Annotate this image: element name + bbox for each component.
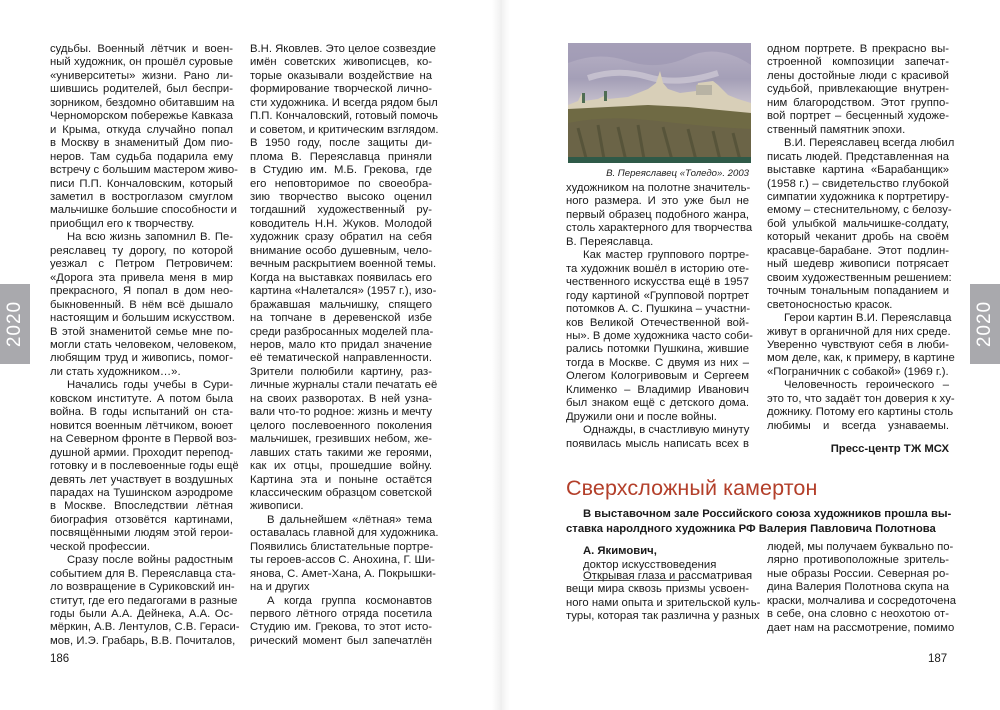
text-line: Открывая глаза и рассматривая	[583, 570, 753, 582]
text-line: дожнику. Потому его картины столь	[767, 406, 954, 419]
text-line: который чеканит дробь на своём	[767, 231, 949, 244]
text-line: вой портрет – бесценный художе-	[767, 110, 949, 123]
text-line: ный художник, он прошёл суровые	[50, 56, 233, 69]
text-line: шившись родителей, был беспри-	[50, 83, 233, 96]
text-line: вечным раскрытием военной темы.	[250, 258, 437, 271]
text-line: сти художника. И всегда рядом был	[250, 96, 438, 109]
text-line: живописи.	[250, 500, 304, 513]
text-line: Дружили они и после войны.	[566, 410, 717, 423]
text-line: настоящим и большим искусством.	[50, 312, 235, 325]
text-line: появилась мысль написать всех в	[566, 437, 749, 450]
text-line: В.И. Переяславец всегда любил	[784, 137, 955, 150]
text-line: первого лётного отряда посетила	[250, 608, 432, 621]
painting-image-toledo	[568, 43, 751, 163]
text-line: Герои картин В.И. Переяславца	[784, 312, 952, 325]
text-line: своим художественным решением:	[767, 271, 952, 284]
text-line: рались потомки Пушкина, жившие	[566, 343, 749, 356]
text-line: На всю жизнь запомнил В. Пе-	[67, 231, 233, 244]
article-headline: Сверхсложный камертон	[566, 476, 818, 500]
text-line: Уверенно чувствуют себя в люби-	[767, 338, 949, 351]
text-line: классическим образцом советской	[250, 486, 432, 499]
text-line: та художник вошёл в историю оте-	[566, 262, 749, 275]
text-line: году картиной «Групповой портрет	[566, 289, 749, 302]
text-line: мов, И.Э. Грабарь, В.В. Почиталов,	[50, 634, 236, 647]
text-line: светоносностью красок.	[767, 298, 893, 311]
text-line: личные журналы стали печатать её	[250, 379, 438, 392]
text-line: В 1950 году, после защиты ди-	[250, 137, 432, 150]
text-line: парадах на Тушинском аэродроме	[50, 486, 233, 499]
text-line: вали что-то родное: жизнь и мечту	[250, 406, 432, 419]
text-line: В дальнейшем «лётная» тема	[267, 513, 432, 526]
text-line: «Дорога эта привела меня в мир	[50, 271, 233, 284]
author-title: доктор искусствоведения	[583, 559, 717, 571]
text-line: Картина эта и поныне остаётся	[250, 473, 432, 486]
text-line: девять лет участвует в воздушных	[50, 473, 233, 486]
text-line: готовку и в послевоенные годы ещё	[50, 460, 239, 473]
text-line: выставке картина «Барабанщик»	[767, 164, 949, 177]
text-line: П.П. Кончаловский, готовый помочь	[250, 110, 439, 123]
article-column-2	[767, 541, 957, 635]
text-line: живут в органичной для них среде.	[767, 325, 951, 338]
year-label: 2020	[4, 300, 25, 348]
painting-caption: В. Переяславец «Толедо». 2003	[606, 168, 749, 179]
text-line: среди разбросанных моделей пла-	[250, 325, 434, 338]
text-line: ны». В доме художника часто соби-	[566, 329, 753, 342]
text-line: уезжал с Петром Петровичем:	[50, 258, 233, 271]
text-line: на своих разворотах. В ней узна-	[250, 392, 432, 405]
painting-illustration	[568, 43, 751, 163]
text-line: мёркин, А.В. Лентулов, С.В. Гераси-	[50, 621, 240, 634]
left-column-2	[250, 43, 439, 648]
text-line: заметил в востроглазом смуглом	[50, 190, 233, 203]
text-line: её тематической направленности.	[250, 352, 432, 365]
text-line: в Москву в знаменитый Дом пио-	[50, 137, 233, 150]
year-tab-right	[970, 284, 1000, 364]
text-line: одном портрете. В прекрасно вы-	[767, 43, 949, 55]
text-line: зорником, бездомно обитавшим на	[50, 96, 235, 109]
text-line: посвящёнными людям этой герои-	[50, 527, 233, 540]
text-line: В.Н. Яковлев. Это целое созвездие	[250, 43, 436, 55]
text-line: ного нами опыта и зрительской куль-	[566, 596, 761, 609]
text-line: на топчане в деревенской избе	[250, 312, 432, 325]
text-line: его неповторимое по своеобра-	[250, 177, 432, 190]
article-signature: Пресс-центр ТЖ МСХ	[830, 443, 949, 455]
text-line: строенной композиции запечат-	[767, 56, 949, 69]
text-line: писи П.П. Кончаловским, который	[50, 177, 233, 190]
text-line: целого послевоенного поколения	[250, 419, 432, 432]
year-label: 2020	[974, 300, 995, 348]
text-line: Однажды, в счастливую минуту	[583, 424, 750, 437]
text-line: А когда группа космонавтов	[267, 594, 432, 607]
text-line: «университеты» жизни. Рано ли-	[50, 69, 233, 82]
text-line: янова, С. Амет-Хана, А. Покрышки-	[250, 567, 436, 580]
text-line: ственный памятник эпохи.	[767, 123, 906, 136]
text-line: мальчишек, грезивших небом, же-	[250, 433, 432, 446]
text-line: ческой профессии.	[50, 540, 150, 553]
text-line: емому – стеснительному, с белозу-	[767, 204, 952, 217]
text-line: точным тональным попаданием и	[767, 285, 949, 298]
text-line: Когда на выставках появилась его	[250, 271, 432, 284]
text-line: годы были А.А. Дейнека, А.А. Ос-	[50, 608, 233, 621]
text-line: ные образы России. Северная ро-	[767, 567, 949, 580]
text-line: ним благородством. Этот группо-	[767, 96, 949, 109]
text-line: картина «Налетался» (1957 г.), изо-	[250, 285, 437, 298]
text-line: туры, которая так различна у разных	[566, 610, 760, 623]
text-line: приобщил его к творчеству.	[50, 217, 195, 230]
text-line: художник сразу обратил на себя	[250, 231, 432, 244]
text-line: и Крыма, откуда случайно попал	[50, 123, 233, 136]
text-line: (1958 г.) – свидетельство глубокой	[767, 177, 949, 190]
text-line: ты героев-ассов С. Анохина, Г. Ши-	[250, 554, 435, 567]
text-line: зию творчество высоко оценил	[250, 190, 432, 203]
text-line: «Пограничник с собакой» (1969 г.).	[767, 365, 949, 378]
article-lead	[566, 507, 952, 536]
text-line: война. В годы испытаний он ста-	[50, 406, 233, 419]
text-line: новится военным лётчиком, воюет	[50, 419, 233, 432]
text-line: оставалась главной для художника.	[250, 527, 439, 540]
text-line: неров, мало кто придал значение	[250, 338, 432, 351]
text-line: бой улыбкой мальчишке-солдату,	[767, 217, 949, 230]
text-line: дина Валерия Полотнова скупа на	[767, 581, 949, 594]
text-line: прекрасного, Я попал в дом нео-	[50, 285, 233, 298]
text-line: симпатии художника к портретиру-	[767, 190, 950, 203]
text-line: в себе, она словно с неохотою от-	[767, 608, 949, 621]
text-line: биография отзовётся картинами,	[50, 513, 233, 526]
text-line: судьбой, привлекающие внутрен-	[767, 83, 949, 96]
text-line: событием для В. Переяславца ста-	[50, 567, 236, 580]
text-line: формирование творческой лично-	[250, 83, 432, 96]
text-line: мальчишке большие способности и	[50, 204, 237, 217]
text-line: В этой знаменитой семье мне по-	[50, 325, 233, 338]
text-line: плома В. Переяславца приняли	[250, 150, 432, 163]
right-column-1	[566, 182, 753, 451]
text-line: как их отцы, прошедшие войну.	[250, 460, 432, 473]
lead-line: ставка наролдного художника РФ Валерия Павловича Полотнова	[566, 522, 936, 535]
lead-line: В выставочном зале Российского союза художников прошла вы-	[583, 508, 952, 520]
text-line: ный шедевр живописи потрясает	[767, 258, 949, 271]
left-column-1	[50, 43, 240, 648]
text-line: в Студию им. М.Б. Грекова, где	[250, 164, 432, 177]
text-line: В. Переяславца.	[566, 235, 654, 248]
text-line: быкновенный. В нём всё дышало	[50, 298, 233, 311]
text-line: ного размера. И это уже был не	[566, 195, 749, 208]
text-line: ло возвращение в Суриковский ин-	[50, 581, 235, 594]
year-tab-left	[0, 284, 30, 364]
text-line: людей, мы получаем буквально по-	[767, 541, 954, 553]
text-line: Сразу после войны радостным	[67, 554, 233, 567]
text-line: лярно противоположные зритель-	[767, 554, 949, 567]
text-line: красавце-барабане. Этот подлин-	[767, 244, 949, 257]
text-line: имён советских живописцев, ко-	[250, 56, 432, 69]
text-line: чественного искусства ещё в 1957	[566, 276, 749, 289]
text-line: лены достойные люди с красивой	[767, 69, 949, 82]
text-line: писать людей. Представленная на	[767, 150, 949, 163]
text-line: Черноморском побережье Кавказа	[50, 110, 233, 123]
text-line: ководитель Н.Н. Жуков. Молодой	[250, 217, 432, 230]
text-line: дает нам на рассмотрение, помимо	[767, 621, 955, 634]
text-line: тогда в Москве. С двумя из них –	[566, 356, 749, 369]
text-line: любимы и всегда узнаваемы.	[767, 419, 949, 432]
page-number-left: 186	[50, 653, 70, 665]
text-line: Олегом Кологривовым и Сергеем	[566, 370, 749, 383]
text-line: любящим труд и живопись, помог-	[50, 352, 233, 365]
text-line: на и других	[250, 581, 310, 594]
text-line: ли стать художником…».	[50, 365, 181, 378]
text-line: мом деле, как, к примеру, в картине	[767, 352, 955, 365]
text-line: это то, что задаёт тон доверия к ху-	[767, 392, 955, 405]
text-line: в Москве. Впоследствии лётная	[50, 500, 233, 513]
article-author	[583, 544, 716, 572]
text-line: судьбы. Военный лётчик и воен-	[50, 43, 233, 55]
text-line: могли стать человеком, человеком,	[50, 338, 237, 351]
text-line: потомков А. С. Пушкина – участни-	[566, 303, 751, 316]
article-column-1	[566, 570, 761, 624]
author-name: А. Якимович,	[583, 545, 657, 557]
text-line: встречу с большим мастером живо-	[50, 164, 238, 177]
text-line: первый образец подобного жанра,	[566, 208, 749, 221]
text-line: краски, молчалива и сосредоточена	[767, 594, 957, 607]
text-line: душной армии. Проходит перепод-	[50, 446, 234, 459]
text-line: Появились блистательные портре-	[250, 540, 434, 553]
text-line: вещи мира сквозь призмы усвоен-	[566, 583, 749, 596]
text-line: ститут, где его педагогами в разные	[50, 594, 238, 607]
text-line: Человечность героического –	[784, 379, 949, 392]
text-line: ков Великой Отечественной вой-	[566, 316, 749, 329]
text-line: ковском институте. А потом была	[50, 392, 233, 405]
text-line: Клименко – Владимир Иванович	[566, 383, 749, 396]
text-line: художником на полотне значитель-	[566, 182, 751, 194]
text-line: на Северном фронте в Первой воз-	[50, 433, 237, 446]
text-line: рический момент был запечатлён	[250, 634, 432, 647]
text-line: Как мастер группового портре-	[583, 249, 749, 262]
text-line: неров. Там судьба подарила ему	[50, 150, 233, 163]
right-column-2	[767, 43, 955, 433]
text-line: был знаком ещё с детского дома.	[566, 397, 749, 410]
text-line: и советом, и критическим взглядом.	[250, 123, 439, 136]
text-line: торые оказывали воздействие на	[250, 69, 432, 82]
page-number-right: 187	[928, 653, 948, 665]
text-line: лавших стать такими же героями,	[250, 446, 432, 459]
text-line: тогдашний художественный ру-	[250, 204, 432, 217]
page-gutter	[492, 0, 510, 710]
text-line: столь характерного для творчества	[566, 222, 753, 235]
text-line: Начались годы учебы в Сури-	[67, 379, 233, 392]
text-line: Студию им. Грекова, то этот исто-	[250, 621, 432, 634]
text-line: реяславец ту дорогу, по которой	[50, 244, 233, 257]
text-line: бражавшая мальчишку, спящего	[250, 298, 432, 311]
text-line: Зрители полюбили картину, раз-	[250, 365, 432, 378]
text-line: внимание особо душевным, чело-	[250, 244, 432, 257]
